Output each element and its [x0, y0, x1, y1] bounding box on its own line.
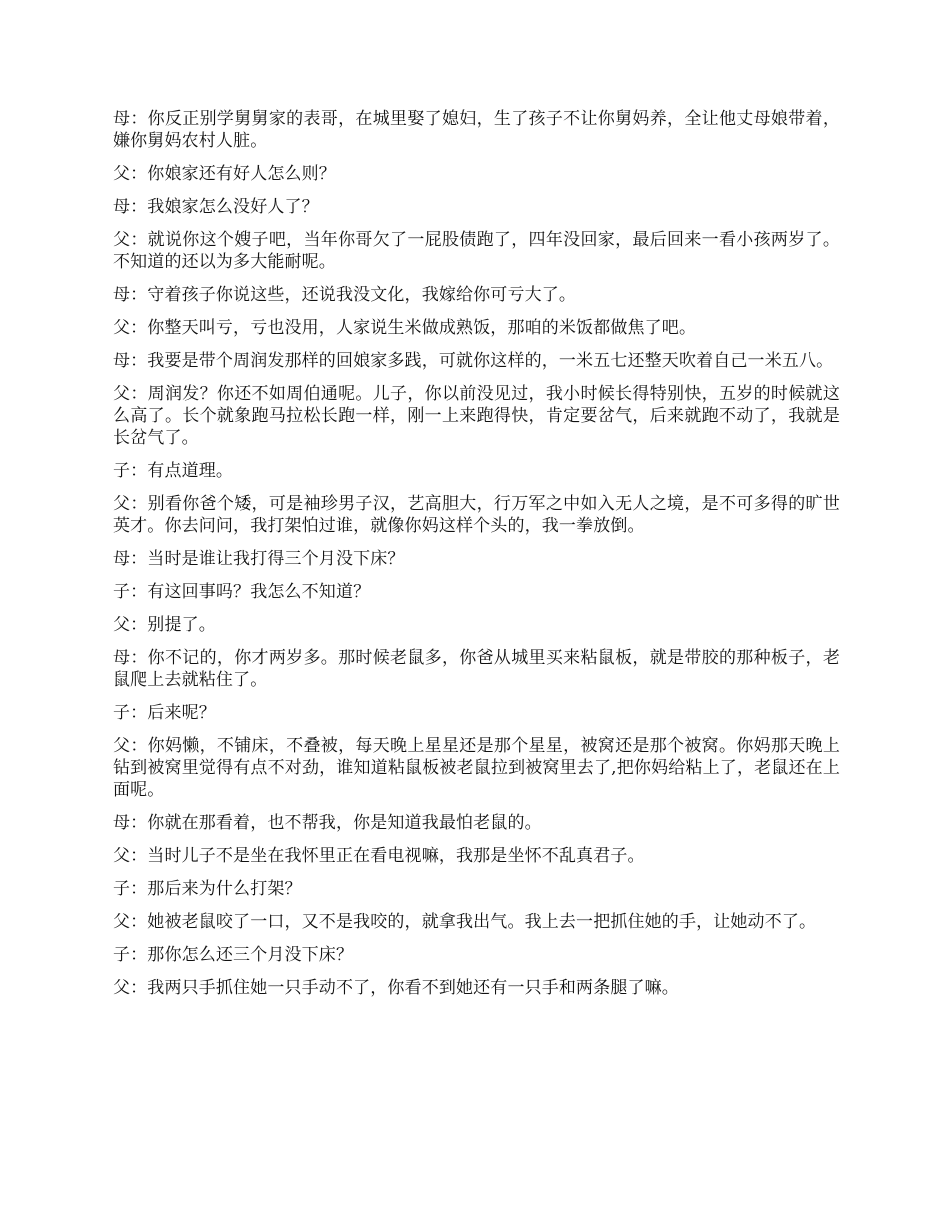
dialogue-line: 母：你就在那看着，也不帮我，你是知道我最怕老鼠的。 — [113, 813, 542, 833]
dialogue-line: 父：你妈懒，不铺床，不叠被，每天晚上星星还是那个星星，被窝还是那个被窝。你妈那天晚上钻到被窝里觉得有点不对劲，谁知道粘鼠板被老鼠拉到被窝里去了,把你妈给粘上了，老鼠还在上面呢。 — [113, 736, 840, 800]
dialogue-line: 子：有点道理。 — [113, 461, 234, 481]
dialogue-body — [113, 108, 840, 1010]
dialogue-line: 父：当时儿子不是坐在我怀里正在看电视嘛，我那是坐怀不乱真君子。 — [113, 846, 645, 866]
dialogue-line: 父：别看你爸个矮，可是袖珍男子汉，艺高胆大，行万军之中如入无人之境，是不可多得的旷世英才。你去问问，我打架怕过谁，就像你妈这样个头的，我一拳放倒。 — [113, 494, 840, 536]
dialogue-line: 母：当时是谁让我打得三个月没下床？ — [113, 549, 405, 569]
dialogue-line: 子：那后来为什么打架？ — [113, 879, 302, 899]
dialogue-line: 母：我要是带个周润发那样的回娘家多践，可就你这样的，一米五七还整天吹着自己一米五八。 — [113, 351, 834, 371]
dialogue-line: 父：你整天叫亏，亏也没用，人家说生米做成熟饭，那咱的米饭都做焦了吧。 — [113, 318, 697, 338]
dialogue-line: 父：你娘家还有好人怎么则？ — [113, 164, 336, 184]
dialogue-line: 父：别提了。 — [113, 615, 216, 635]
dialogue-line: 母：你反正别学舅舅家的表哥，在城里娶了媳妇，生了孩子不让你舅妈养，全让他丈母娘带着，嫌你舅妈农村人脏。 — [113, 109, 840, 151]
dialogue-line: 母：我娘家怎么没好人了？ — [113, 197, 319, 217]
dialogue-line: 母：你不记的，你才两岁多。那时候老鼠多，你爸从城里买来粘鼠板，就是带胶的那种板子，老鼠爬上去就粘住了。 — [113, 648, 840, 690]
dialogue-line: 父：她被老鼠咬了一口，又不是我咬的，就拿我出气。我上去一把抓住她的手，让她动不了。 — [113, 912, 817, 932]
dialogue-line: 父：我两只手抓住她一只手动不了，你看不到她还有一只手和两条腿了嘛。 — [113, 978, 679, 998]
dialogue-line: 父：就说你这个嫂子吧，当年你哥欠了一屁股债跑了，四年没回家，最后回来一看小孩两岁了。不知道的还以为多大能耐呢。 — [113, 230, 840, 272]
dialogue-line: 子：有这回事吗？我怎么不知道？ — [113, 582, 371, 602]
dialogue-line: 父：周润发？你还不如周伯通呢。儿子，你以前没见过，我小时候长得特别快，五岁的时候就这么高了。长个就象跑马拉松长跑一样，刚一上来跑得快，肯定要岔气，后来就跑不动了，我就是长岔气了。 — [113, 384, 840, 448]
dialogue-line: 母：守着孩子你说这些，还说我没文化，我嫁给你可亏大了。 — [113, 285, 577, 305]
dialogue-line: 子：后来呢？ — [113, 703, 216, 723]
dialogue-line: 子：那你怎么还三个月没下床？ — [113, 945, 354, 965]
